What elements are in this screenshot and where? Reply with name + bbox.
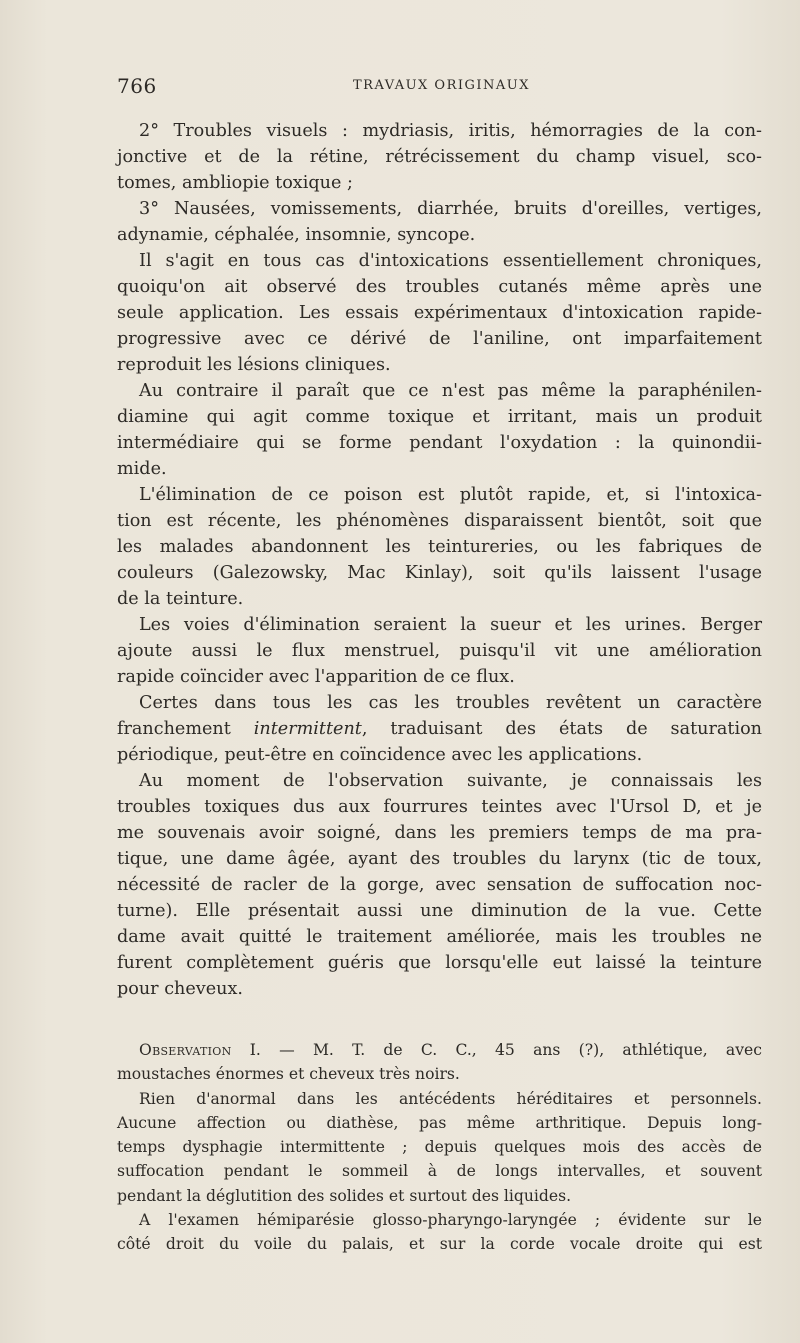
text-line: temps dysphagie intermittente ; depuis quelques mois des accès de: [117, 1138, 762, 1157]
text-line: Rien d'anormal dans les antécédents héréditaires et personnels.: [139, 1089, 762, 1108]
text-line: périodique, peut-être en coïncidence avec les applications.: [117, 745, 643, 765]
paragraph: [117, 482, 762, 612]
text-line: turne). Elle présentait aussi une diminution de la vue. Cette: [117, 901, 762, 921]
paragraph: [117, 378, 762, 482]
text-fragment: I. — M. T. de C. C., 45 ans (?), athlétique, avec: [231, 1041, 762, 1059]
text-line: quoiqu'on ait observé des troubles cutanés même après une: [117, 277, 762, 297]
text-line: de la teinture.: [117, 589, 244, 609]
text-line: pendant la déglutition des solides et surtout des liquides.: [117, 1186, 572, 1205]
page-number: 766: [117, 74, 157, 98]
text-line: couleurs (Galezowsky, Mac Kinlay), soit qu'ils laissent l'usage: [117, 563, 762, 583]
text-line: [117, 1038, 762, 1062]
text-line: reproduit les lésions cliniques.: [117, 355, 391, 375]
text-line: Il s'agit en tous cas d'intoxications essentiellement chroniques,: [139, 251, 762, 271]
text-line: adynamie, céphalée, insomnie, syncope.: [117, 225, 476, 245]
text-line: tion est récente, les phénomènes disparaissent bientôt, soit que: [117, 511, 762, 531]
text-fragment: , traduisant des états de saturation: [361, 719, 762, 739]
text-line: diamine qui agit comme toxique et irritant, mais un produit: [117, 407, 762, 427]
text-line: ajoute aussi le flux menstruel, puisqu'il vit une amélioration: [117, 641, 762, 661]
running-title: TRAVAUX ORIGINAUX: [353, 78, 531, 93]
paragraph: [117, 612, 762, 690]
paragraph: [117, 196, 762, 248]
paragraph: [117, 1208, 762, 1257]
text-line: Aucune affection ou diathèse, pas même arthritique. Depuis long-: [117, 1113, 762, 1132]
text-line: tique, une dame âgée, ayant des troubles du larynx (tic de toux,: [117, 849, 762, 869]
text-line: suffocation pendant le sommeil à de longs intervalles, et souvent: [117, 1162, 762, 1181]
text-line: pour cheveux.: [117, 979, 243, 999]
italic-term: intermittent: [253, 719, 362, 739]
text-line: côté droit du voile du palais, et sur la corde vocale droite qui est: [117, 1235, 762, 1254]
observation-label: Observation: [139, 1041, 232, 1059]
page-header: [117, 74, 762, 104]
text-line: A l'examen hémiparésie glosso-pharyngo-laryngée ; évidente sur le: [139, 1211, 762, 1230]
text-line: nécessité de racler de la gorge, avec sensation de suffocation noc-: [117, 875, 762, 895]
text-line: jonctive et de la rétine, rétrécissement du champ visuel, sco-: [117, 147, 762, 167]
observation-intro: [117, 1038, 762, 1087]
text-fragment: franchement: [117, 719, 254, 739]
text-line: Les voies d'élimination seraient la sueur et les urines. Berger: [139, 615, 762, 635]
text-line: 3° Nausées, vomissements, diarrhée, bruits d'oreilles, vertiges,: [139, 199, 762, 219]
main-text: [117, 118, 762, 1002]
text-line: seule application. Les essais expérimentaux d'intoxication rapide-: [117, 303, 762, 323]
text-line: L'élimination de ce poison est plutôt rapide, et, si l'intoxica-: [139, 485, 762, 505]
paragraph: [117, 768, 762, 1002]
text-line: tomes, ambliopie toxique ;: [117, 173, 353, 193]
observation-section: [117, 1038, 762, 1257]
text-line: Au contraire il paraît que ce n'est pas même la paraphénilen-: [139, 381, 762, 401]
text-line: les malades abandonnent les teintureries, ou les fabriques de: [117, 537, 762, 557]
paragraph: [117, 118, 762, 196]
text-line: intermédiaire qui se forme pendant l'oxydation : la quinondii-: [117, 433, 762, 453]
paragraph: [117, 690, 762, 768]
text-line: rapide coïncider avec l'apparition de ce flux.: [117, 667, 515, 687]
text-line: 2° Troubles visuels : mydriasis, iritis, hémorragies de la con-: [139, 121, 762, 141]
text-line: progressive avec ce dérivé de l'aniline, ont imparfaitement: [117, 329, 762, 349]
paragraph: [117, 1087, 762, 1208]
text-line: dame avait quitté le traitement améliorée, mais les troubles ne: [117, 927, 762, 947]
text-line: Au moment de l'observation suivante, je connaissais les: [139, 771, 762, 791]
text-line: mide.: [117, 459, 167, 479]
text-line: furent complètement guéris que lorsqu'elle eut laissé la teinture: [117, 953, 762, 973]
text-line: [117, 716, 762, 742]
text-line: me souvenais avoir soigné, dans les premiers temps de ma pra-: [117, 823, 762, 843]
paragraph: [117, 248, 762, 378]
text-line: moustaches énormes et cheveux très noirs.: [117, 1065, 460, 1084]
text-line: troubles toxiques dus aux fourrures teintes avec l'Ursol D, et je: [117, 797, 762, 817]
text-line: Certes dans tous les cas les troubles revêtent un caractère: [139, 693, 762, 713]
